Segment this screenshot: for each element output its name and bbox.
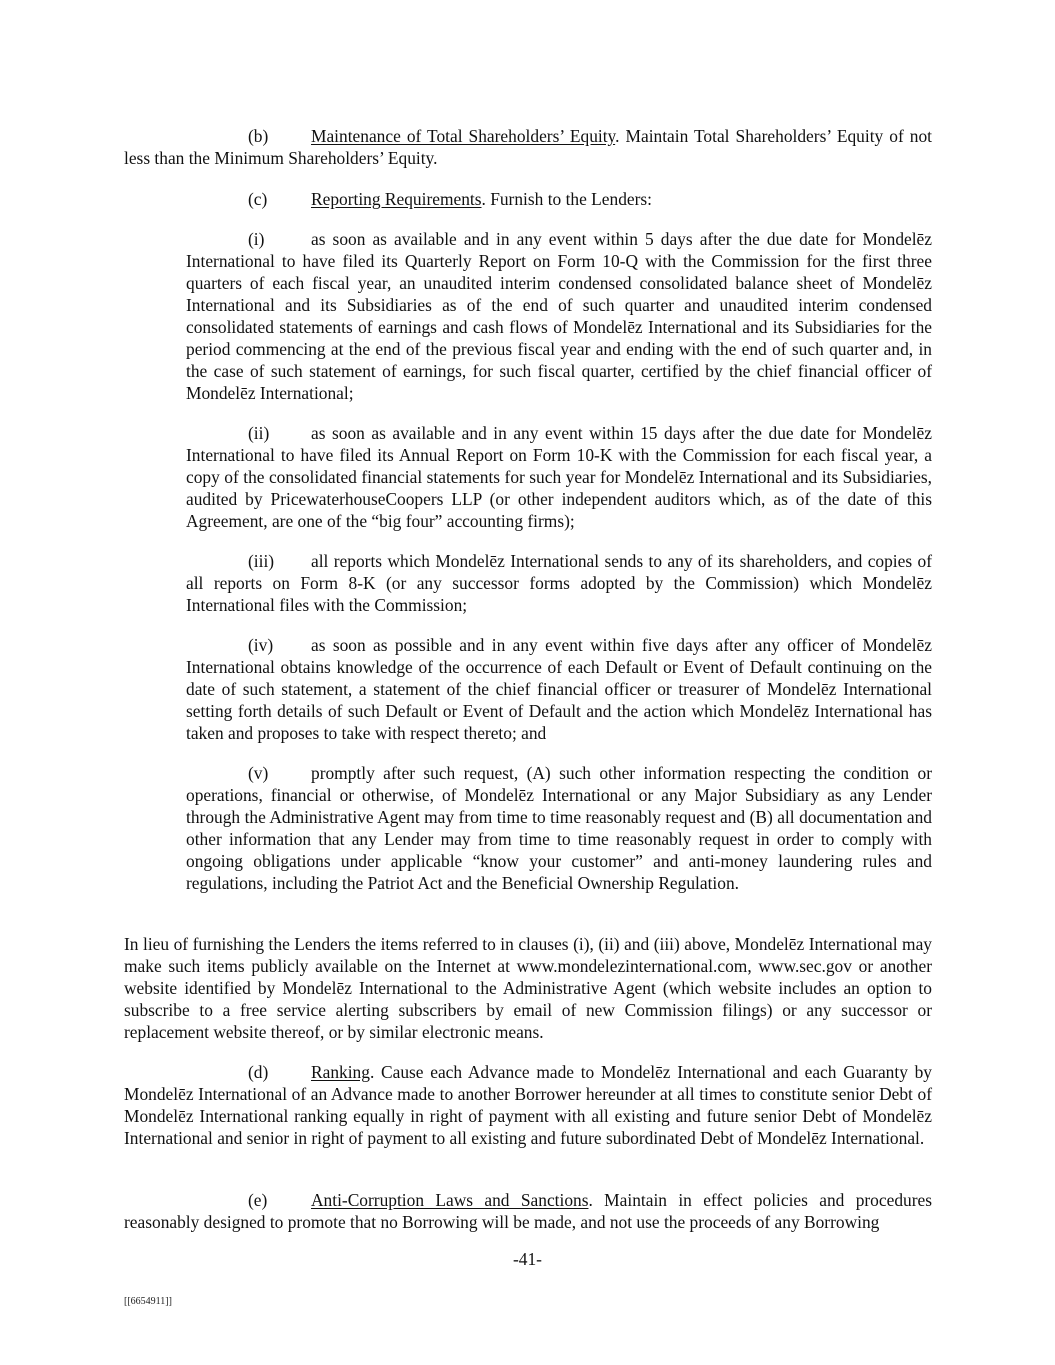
section-b-label: (b)	[248, 126, 269, 146]
section-e-text: . Maintain in effect policies and procedures reasonably designed to promote that no Borrowing will be made, and not use the proceeds of any Borrowing	[124, 1190, 932, 1232]
section-b-heading: Maintenance of Total Shareholders’ Equity	[311, 126, 616, 146]
clause-iv-text: as soon as possible and in any event within five days after any officer of Mondelēz International obtains knowledge of the occurrence of each Default or Event of Default continuing on the date of such statement, a statement of the chief financial officer or treasurer of Mondelēz International setting forth details of such Default or Event of Default and the action which Mondelēz International has taken and proposes to take with respect thereto; and	[186, 635, 932, 743]
clause-i	[186, 228, 932, 404]
section-b	[124, 125, 932, 169]
section-e-heading: Anti-Corruption Laws and Sanctions	[311, 1190, 589, 1210]
section-b-text: . Maintain Total Shareholders’ Equity of not less than the Minimum Shareholders’ Equity.	[124, 126, 933, 168]
in-lieu-text: In lieu of furnishing the Lenders the items referred to in clauses (i), (ii) and (iii) above, Mondelēz International may make such items publicly available on the Internet at www.mondelezinternational.com, www.sec.gov or another website identified by Mondelēz International to the Administrative Agent (which website includes an option to subscribe to a free service alerting subscribers by email of new Commission filings) or any successor or replacement website thereof, or by similar electronic means.	[124, 934, 932, 1042]
clause-i-label: (i)	[248, 229, 265, 249]
section-d	[124, 1061, 932, 1149]
section-e	[124, 1189, 932, 1233]
clause-iii	[186, 550, 932, 616]
clause-ii	[186, 422, 932, 532]
document-id: [[6654911]]	[124, 1296, 172, 1307]
section-c	[124, 188, 932, 210]
clause-ii-text: as soon as available and in any event within 15 days after the due date for Mondelēz International to have filed its Annual Report on Form 10-K with the Commission for each fiscal year, a copy of the consolidated financial statements for such year for Mondelēz International and its Subsidiaries, audited by PricewaterhouseCoopers LLP (or other independent auditors which, as of the date of this Agreement, are one of the “big four” accounting firms);	[186, 423, 932, 531]
clause-iii-text: all reports which Mondelēz International sends to any of its shareholders, and copies of all reports on Form 8-K (or any successor forms adopted by the Commission) which Mondelēz International files with the Commission;	[186, 551, 932, 615]
section-c-label: (c)	[248, 189, 268, 209]
clause-v	[186, 762, 932, 894]
clause-ii-label: (ii)	[248, 423, 270, 443]
in-lieu-paragraph	[124, 933, 932, 1043]
section-d-heading: Ranking	[311, 1062, 370, 1082]
section-d-text: . Cause each Advance made to Mondelēz International and each Guaranty by Mondelēz International of an Advance made to another Borrower hereunder at all times to constitute senior Debt of Mondelēz International ranking equally in right of payment with all existing and future senior Debt of Mondelēz International and senior in right of payment to all existing and future subordinated Debt of Mondelēz International.	[124, 1062, 932, 1148]
clause-iv-label: (iv)	[248, 635, 274, 655]
clause-v-label: (v)	[248, 763, 269, 783]
section-e-label: (e)	[248, 1190, 268, 1210]
page-number: -41-	[513, 1249, 542, 1269]
clause-v-text: promptly after such request, (A) such other information respecting the condition or operations, financial or otherwise, of Mondelēz International or any Major Subsidiary as any Lender through the Administrative Agent may from time to time reasonably request and (B) all documentation and other information that any Lender may from time to time reasonably request in order to comply with ongoing obligations under applicable “know your customer” and anti-money laundering rules and regulations, including the Patriot Act and the Beneficial Ownership Regulation.	[186, 763, 932, 893]
clause-iii-label: (iii)	[248, 551, 275, 571]
clause-i-text: as soon as available and in any event within 5 days after the due date for Mondelēz International to have filed its Quarterly Report on Form 10-Q with the Commission for the first three quarters of each fiscal year, an unaudited interim condensed consolidated balance sheet of Mondelēz International and its Subsidiaries as of the end of such quarter and unaudited interim condensed consolidated statements of earnings and cash flows of Mondelēz International and its Subsidiaries for the period commencing at the end of the previous fiscal year and ending with the end of such quarter and, in the case of such statement of earnings, for such fiscal quarter, certified by the chief financial officer of Mondelēz International;	[186, 229, 932, 403]
section-d-label: (d)	[248, 1062, 269, 1082]
clause-iv	[186, 634, 932, 744]
section-c-text: . Furnish to the Lenders:	[481, 189, 653, 209]
section-c-heading: Reporting Requirements	[311, 189, 482, 209]
